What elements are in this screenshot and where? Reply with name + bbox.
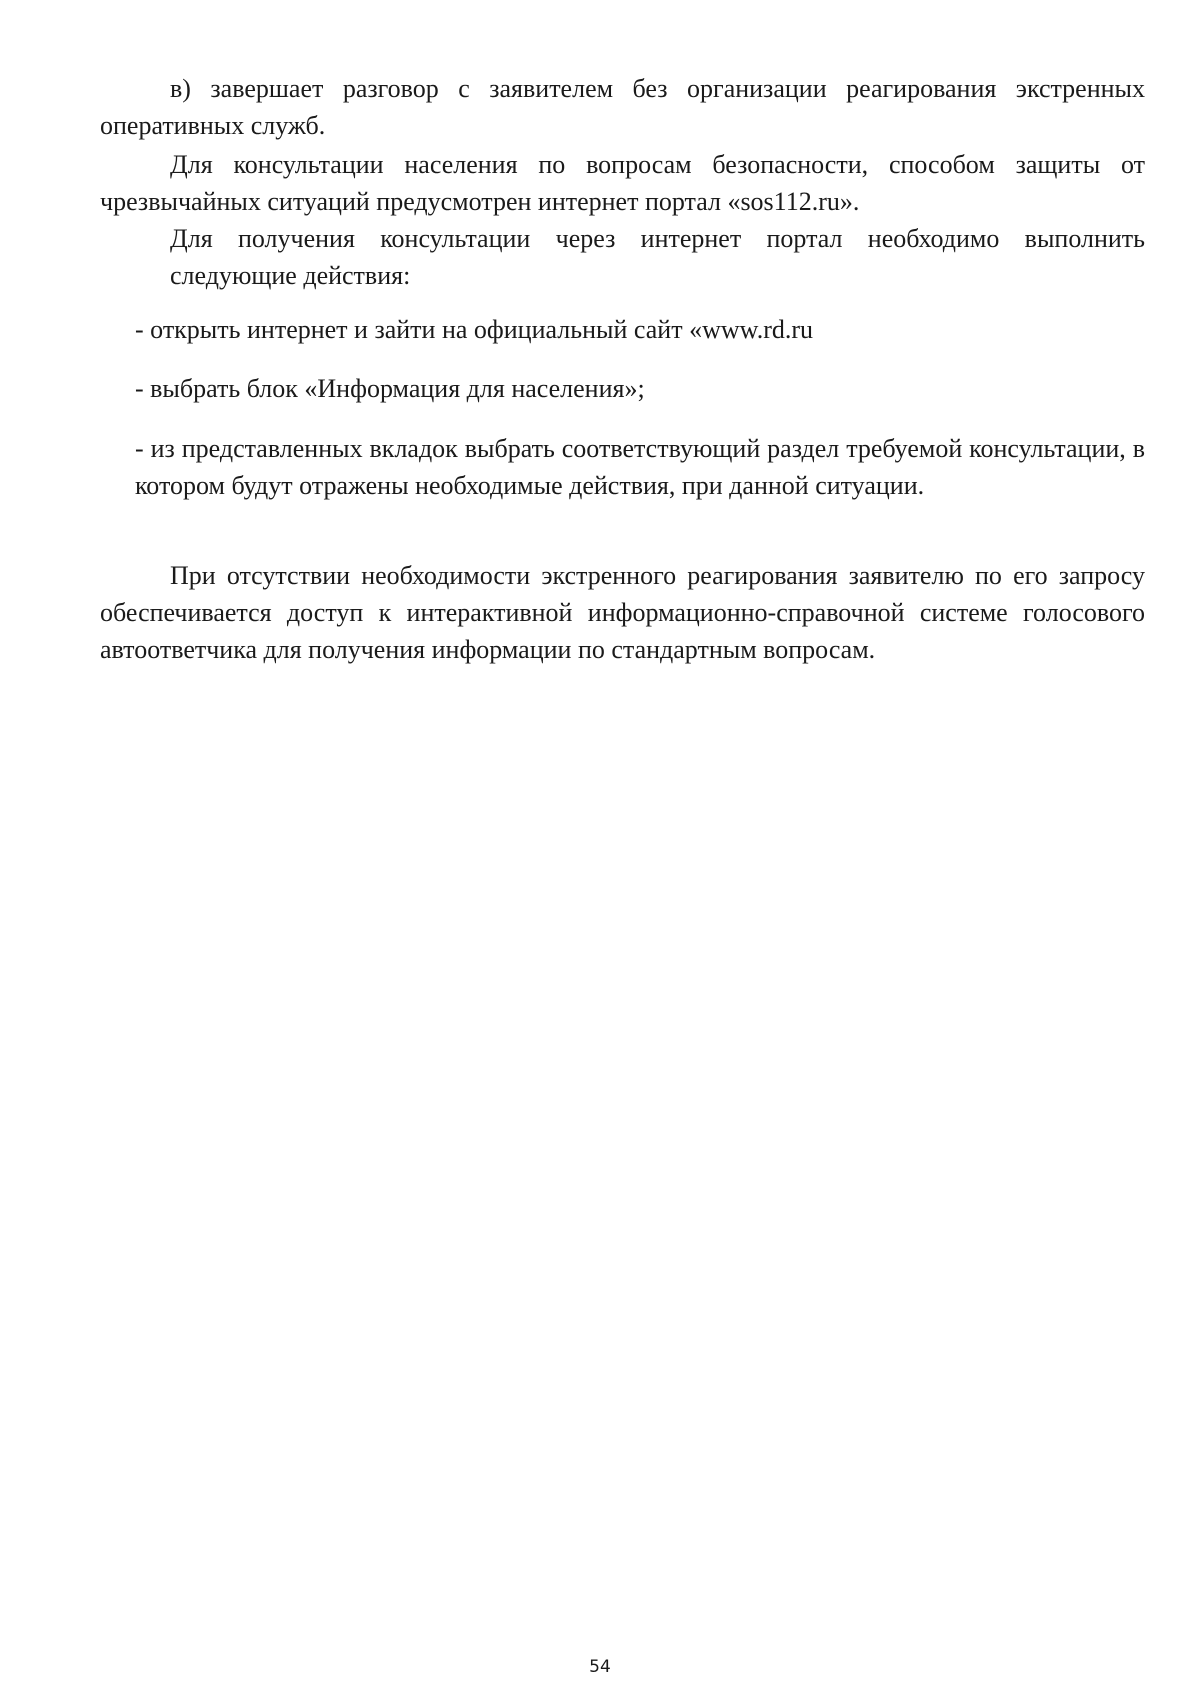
step-select-block: - выбрать блок «Информация для населения»; bbox=[135, 374, 645, 403]
paragraph-end-call: в) завершает разговор с заявителем без организации реагирования экстренных оперативных служб. bbox=[100, 74, 1145, 140]
paragraph-consultation-portal: Для консультации населения по вопросам безопасности, способом защиты от чрезвычайных ситуаций предусмотрен интернет портал «sos112.ru». bbox=[100, 150, 1145, 216]
step-open-site: - открыть интернет и зайти на официальный сайт «www.rd.ru bbox=[135, 315, 814, 344]
paragraph-autoresponder: При отсутствии необходимости экстренного реагирования заявителю по его запросу обеспечивается доступ к интерактивной информационно-справочной системе голосового автоответчика для получения информации по стандартным вопросам. bbox=[100, 561, 1145, 664]
page-number: 54 bbox=[589, 1657, 611, 1677]
paragraph-steps-intro: Для получения консультации через интернет портал необходимо выполнить следующие действия: bbox=[170, 224, 1145, 290]
step-select-section: - из представленных вкладок выбрать соответствующий раздел требуемой консультации, в котором будут отражены необходимые действия, при данной ситуации. bbox=[135, 434, 1145, 500]
